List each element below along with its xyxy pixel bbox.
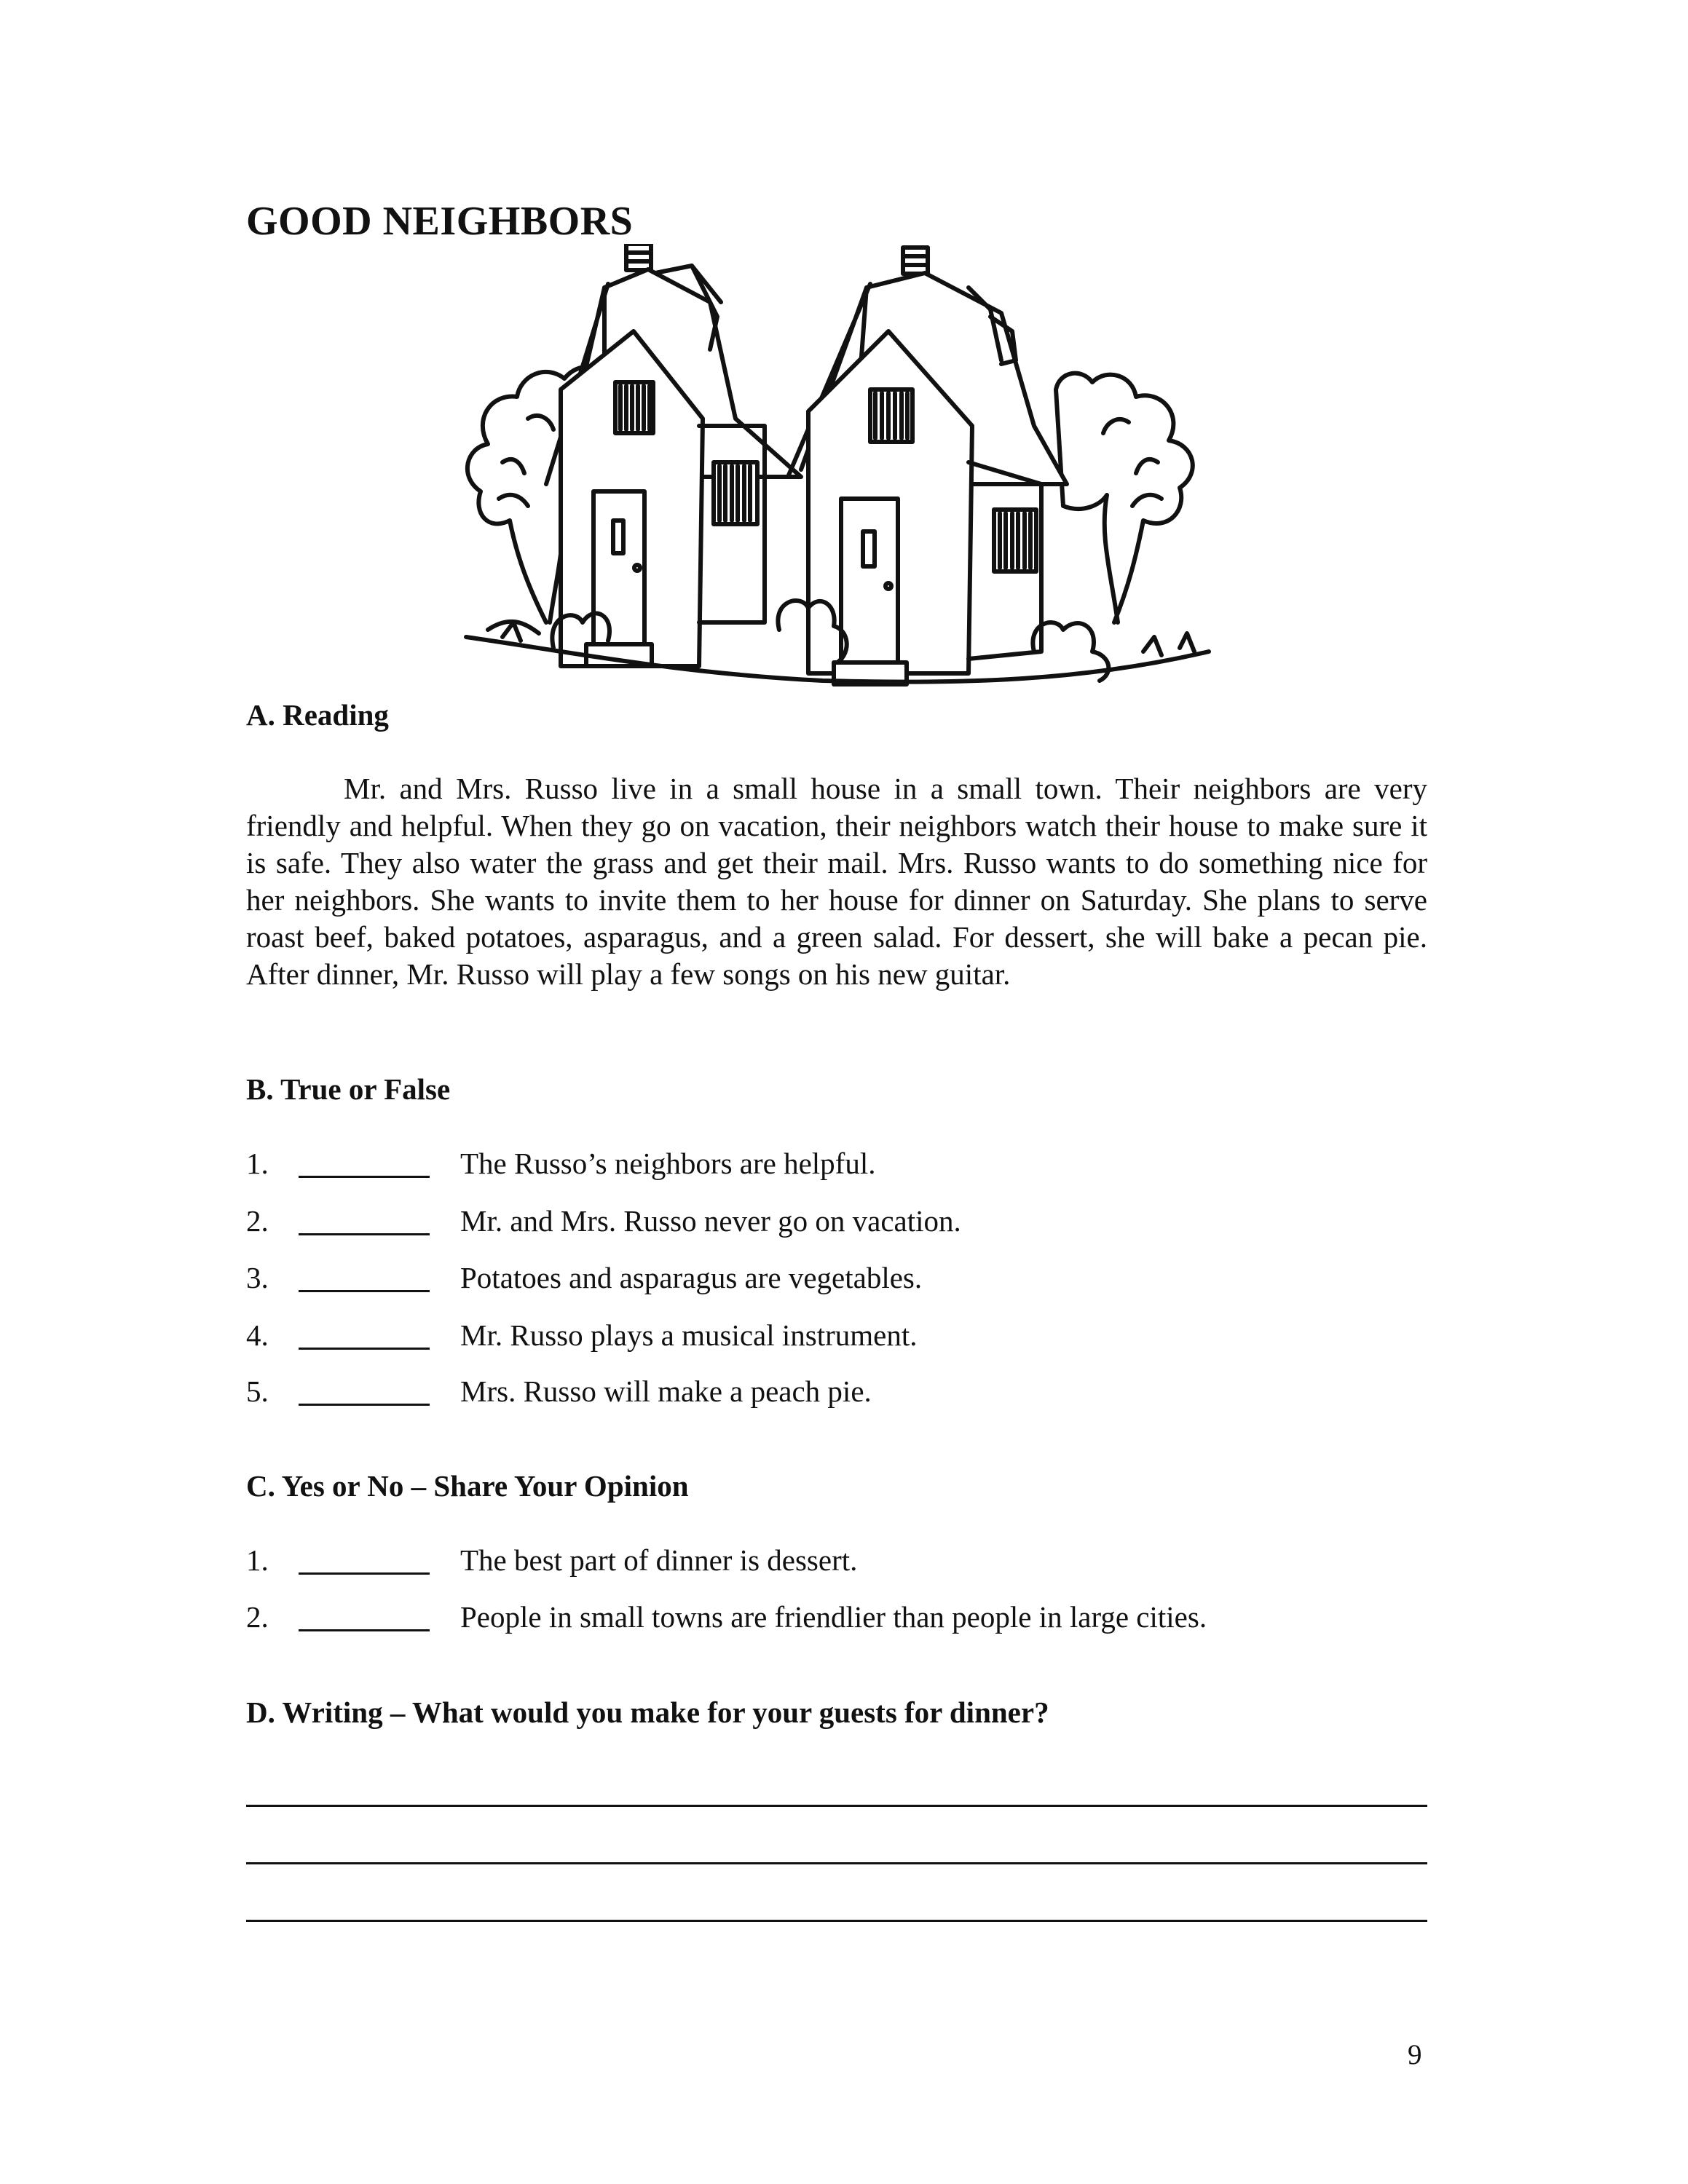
item-statement: The Russo’s neighbors are helpful. [460, 1147, 876, 1180]
two-houses-with-trees-icon [459, 244, 1216, 699]
item-statement: Mrs. Russo will make a peach pie. [460, 1374, 872, 1408]
list-item [246, 1146, 1484, 1184]
section-b-heading: B. True or False [246, 1072, 451, 1106]
left-house [546, 244, 801, 666]
section-d-heading: D. Writing – What would you make for your guests for dinner? [246, 1696, 1049, 1729]
writing-line[interactable] [246, 1920, 1427, 1922]
list-item [246, 1599, 1484, 1637]
item-number: 5. [246, 1374, 269, 1408]
list-item [246, 1203, 1484, 1241]
page-number: 9 [1408, 2039, 1422, 2070]
item-number: 1. [246, 1147, 269, 1180]
page-title: GOOD NEIGHBORS [246, 199, 634, 244]
right-tree [1056, 373, 1193, 622]
answer-blank[interactable] [299, 1572, 430, 1575]
item-number: 1. [246, 1543, 269, 1577]
item-statement: Mr. and Mrs. Russo never go on vacation. [460, 1204, 961, 1238]
writing-line[interactable] [246, 1805, 1427, 1807]
item-number: 3. [246, 1261, 269, 1294]
item-number: 4. [246, 1318, 269, 1352]
item-statement: People in small towns are friendlier than people in large cities. [460, 1600, 1207, 1634]
right-house [788, 248, 1067, 684]
item-statement: The best part of dinner is dessert. [460, 1543, 858, 1577]
answer-blank[interactable] [299, 1233, 430, 1235]
writing-line[interactable] [246, 1862, 1427, 1864]
answer-blank[interactable] [299, 1629, 430, 1631]
answer-blank[interactable] [299, 1290, 430, 1292]
item-number: 2. [246, 1204, 269, 1238]
reading-paragraph: Mr. and Mrs. Russo live in a small house in a small town. Their neighbors are very friendly and helpful. When they go on vacation, their neighbors watch their house to make sure it is safe. They also water the grass and get their mail. Mrs. Russo wants to do something nice for her neighbors. She wants to invite them to her house for dinner on Saturday. She plans to serve roast beef, baked potatoes, asparagus, and a green salad. For dessert, she will bake a pecan pie. After dinner, Mr. Russo will play a few songs on his new guitar. [246, 772, 1427, 991]
list-item [246, 1374, 1484, 1412]
answer-blank[interactable] [299, 1348, 430, 1350]
list-item [246, 1318, 1484, 1356]
section-c-heading: C. Yes or No – Share Your Opinion [246, 1469, 689, 1503]
answer-blank[interactable] [299, 1404, 430, 1406]
item-statement: Mr. Russo plays a musical instrument. [460, 1318, 918, 1352]
item-statement: Potatoes and asparagus are vegetables. [460, 1261, 923, 1294]
list-item [246, 1260, 1484, 1298]
list-item [246, 1543, 1484, 1580]
item-number: 2. [246, 1600, 269, 1634]
section-a-heading: A. Reading [246, 698, 389, 732]
answer-blank[interactable] [299, 1176, 430, 1178]
